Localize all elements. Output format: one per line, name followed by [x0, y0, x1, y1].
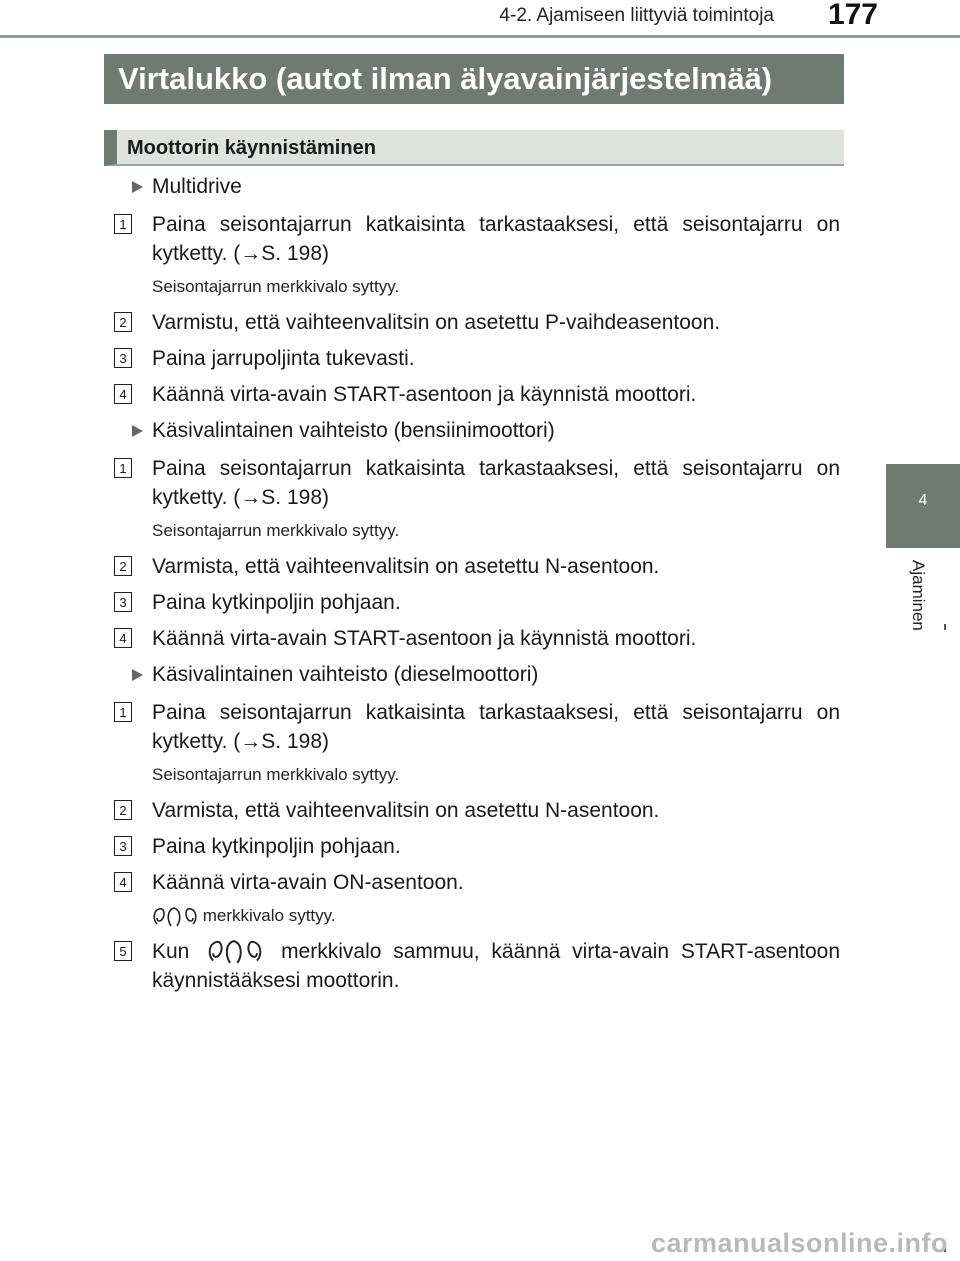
- step-note-text: merkkivalo syttyy.: [202, 906, 336, 925]
- step-text: Käännä virta-avain ON-asentoon.: [152, 871, 464, 894]
- step-text: Paina jarrupoljinta tukevasti.: [152, 347, 415, 370]
- step-text: Paina seisontajarrun katkaisinta tarkastaaksesi, että seisontajarru on kytketty. (→S. 198): [152, 457, 840, 509]
- page-number: 177: [827, 0, 878, 31]
- step-number: 4: [114, 872, 132, 892]
- step-item: [114, 796, 840, 825]
- step-text: Paina seisontajarrun katkaisinta tarkastaaksesi, että seisontajarru on kytketty. (→S. 198): [152, 701, 840, 753]
- step-text: Varmistu, että vaihteenvalitsin on asetettu P-vaihdeasentoon.: [152, 311, 721, 334]
- header-title: 4-2. Ajamiseen liittyviä toimintoja: [499, 5, 774, 26]
- step-text: merkkivalo sammuu, käännä virta-avain START-asentoon käynnistääksesi moottorin.: [152, 940, 840, 993]
- step-item: [114, 624, 840, 653]
- step-number: 3: [114, 836, 132, 856]
- step-number: 1: [114, 702, 132, 722]
- section-heading-text: Käsivalintainen vaihteisto (bensiinimoottori): [152, 419, 555, 442]
- step-item: [114, 937, 840, 995]
- step-number: 3: [114, 592, 132, 612]
- step-number: 2: [114, 312, 132, 332]
- step-item: [114, 454, 840, 512]
- step-number: 2: [114, 556, 132, 576]
- step-item: [114, 698, 840, 756]
- step-item: [114, 380, 840, 409]
- step-number: 1: [114, 214, 132, 234]
- step-item: [114, 868, 840, 897]
- step-text: Paina kytkinpoljin pohjaan.: [152, 835, 401, 858]
- chapter-tab-label: Ajaminen: [909, 560, 928, 631]
- step-note: Seisontajarrun merkkivalo syttyy.: [152, 277, 400, 296]
- section-subtitle: Moottorin käynnistäminen: [104, 130, 844, 166]
- step-item: [114, 344, 840, 373]
- step-item: [114, 832, 840, 861]
- step-note: Seisontajarrun merkkivalo syttyy.: [152, 521, 400, 540]
- step-number: 2: [114, 800, 132, 820]
- step-item: [114, 552, 840, 581]
- glow-plug-icon: [207, 938, 263, 966]
- step-number: 1: [114, 458, 132, 478]
- step-text: Varmista, että vaihteenvalitsin on asetettu N-asentoon.: [152, 555, 660, 578]
- step-item: [114, 210, 840, 268]
- step-text-before: Kun: [152, 940, 190, 963]
- step-note: [114, 904, 840, 928]
- section-heading: [114, 660, 840, 689]
- step-number: 4: [114, 628, 132, 648]
- section-heading: [114, 416, 840, 445]
- step-number: 4: [114, 384, 132, 404]
- section-heading-text: Käsivalintainen vaihteisto (dieselmoottori): [152, 663, 539, 686]
- step-number: 5: [114, 941, 132, 961]
- step-note: Seisontajarrun merkkivalo syttyy.: [152, 765, 400, 784]
- glow-plug-icon: [152, 906, 198, 928]
- step-text: Paina kytkinpoljin pohjaan.: [152, 591, 401, 614]
- tick-mark: [944, 624, 946, 630]
- step-text: Käännä virta-avain START-asentoon ja käynnistä moottori.: [152, 383, 697, 406]
- chapter-tab-number: 4: [918, 492, 928, 509]
- section-heading: [114, 172, 840, 201]
- arrow-icon: [132, 181, 143, 193]
- step-number: 3: [114, 348, 132, 368]
- step-text: Varmista, että vaihteenvalitsin on asetettu N-asentoon.: [152, 799, 660, 822]
- chapter-tab[interactable]: [886, 464, 960, 548]
- step-item: [114, 588, 840, 617]
- content: [114, 172, 840, 1002]
- header-rule: [0, 35, 960, 38]
- page-title: Virtalukko (autot ilman älyavainjärjestelmää): [104, 54, 844, 104]
- arrow-icon: [132, 669, 143, 681]
- watermark: carmanualsonline.info: [650, 1228, 948, 1258]
- step-text: Käännä virta-avain START-asentoon ja käynnistä moottori.: [152, 627, 697, 650]
- step-text: Paina seisontajarrun katkaisinta tarkastaaksesi, että seisontajarru on kytketty. (→S. 198): [152, 213, 840, 265]
- section-heading-text: Multidrive: [152, 175, 242, 198]
- arrow-icon: [132, 425, 143, 437]
- step-item: [114, 308, 840, 337]
